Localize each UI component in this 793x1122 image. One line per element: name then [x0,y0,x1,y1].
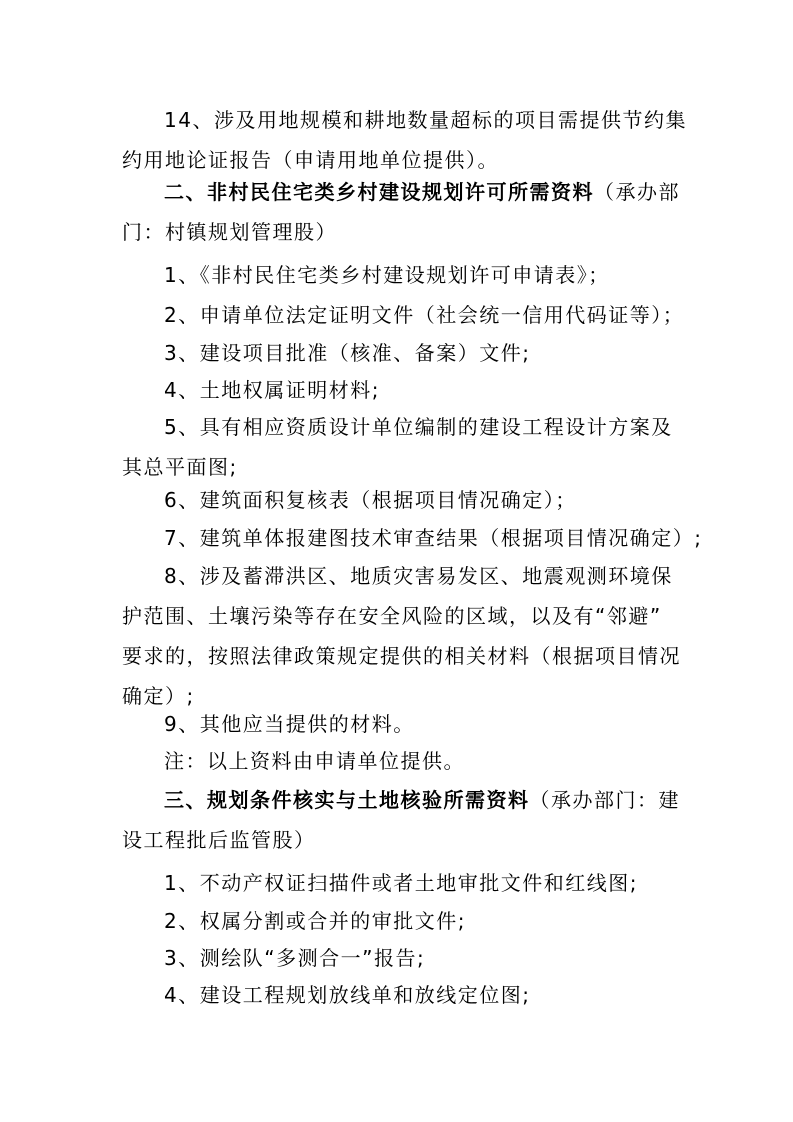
section-2-item-1-text: 1、《非村民住宅类乡村建设规划许可申请表》； [164,263,610,287]
section-2-item-7 [122,518,703,558]
section-3-item-3-text: 3、测绘队“多测合一”报告; [164,946,426,970]
section-2-note [122,741,677,781]
section-2-item-8-line-4: 确定）; [122,684,195,708]
section-2-item-5-line-2: 其总平面图; [122,455,238,479]
section-2-item-8-line-1: 8、涉及蓄滞洪区、地质灾害易发区、地震观测环境保 [164,564,673,588]
section-3-title: 三、规划条件核实与土地核验所需资料 [164,788,530,812]
section-2-item-1 [122,255,677,295]
section-3-item-3 [122,938,677,978]
section-3-dept-part-2: 设工程批后监管股） [122,828,316,852]
section-2-item-5-line-1: 5、具有相应资质设计单位编制的建设工程设计方案及 [164,415,673,439]
section-2-item-8-line-3: 要求的，按照法律政策规定提供的相关材料（根据项目情况 [122,644,681,668]
section-3-dept-part-1: （承办部门：建 [529,788,680,812]
section-3-item-1 [122,863,677,903]
section-2-item-8 [122,556,681,716]
section-3-heading [122,780,680,860]
section-2-item-2-text: 2、申请单位法定证明文件（社会统一信用代码证等）； [164,303,685,327]
section-3-item-2 [122,901,677,941]
section-2-item-6 [122,480,677,520]
item-14-land-saving-report [122,100,687,180]
section-2-dept-part-1: （承办部 [594,180,680,204]
item-14-line-2: 约用地论证报告（申请用地单位提供）。 [122,148,499,172]
section-2-item-4 [122,370,677,410]
section-2-item-6-text: 6、建筑面积复核表（根据项目情况确定）； [164,488,577,512]
section-3-item-4 [122,975,677,1015]
section-2-note-text: 注：以上资料由申请单位提供。 [164,749,465,773]
section-2-item-9 [122,704,677,744]
section-3-item-2-text: 2、权属分割或合并的审批文件; [164,909,466,933]
item-14-line-1: 14、涉及用地规模和耕地数量超标的项目需提供节约集 [164,108,687,132]
section-3-heading-line-1 [122,780,680,820]
section-2-title: 二、非村民住宅类乡村建设规划许可所需资料 [164,180,594,204]
section-2-heading-line-1 [122,172,680,212]
section-2-item-4-text: 4、土地权属证明材料; [164,378,380,402]
section-2-item-9-text: 9、其他应当提供的材料。 [164,712,415,736]
section-2-heading [122,172,680,252]
section-2-item-5 [122,407,677,487]
section-2-dept-part-2: 门：村镇规划管理股） [122,220,337,244]
section-2-item-2 [122,295,685,335]
section-3-item-1-text: 1、不动产权证扫描件或者土地审批文件和红线图; [164,871,638,895]
section-2-item-3 [122,333,677,373]
section-2-item-8-line-2: 护范围、土壤污染等存在安全风险的区域，以及有“邻避” [122,604,662,628]
section-2-item-3-text: 3、建设项目批准（核准、备案）文件; [164,341,531,365]
section-2-item-7-text: 7、建筑单体报建图技术审查结果（根据项目情况确定）; [164,526,703,550]
section-3-item-4-text: 4、建设工程规划放线单和放线定位图; [164,983,531,1007]
